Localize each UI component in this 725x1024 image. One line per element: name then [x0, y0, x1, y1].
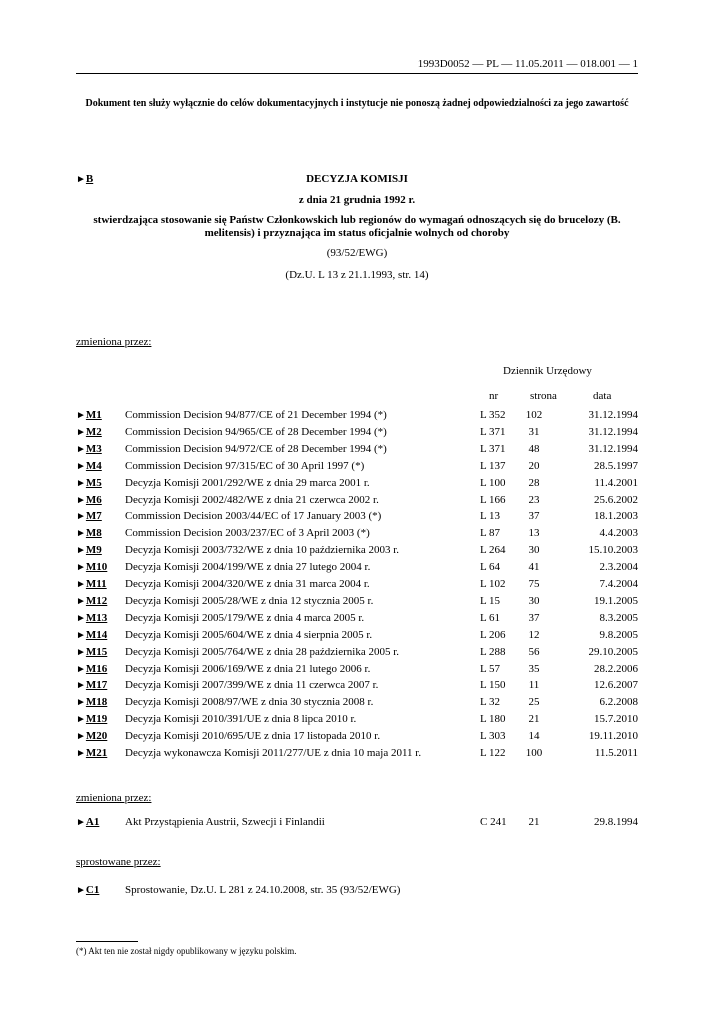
list-item — [76, 544, 638, 561]
amendment-marker[interactable] — [76, 477, 102, 489]
list-item — [76, 612, 638, 629]
journal-date: 29.8.1994 — [594, 816, 638, 828]
list-item — [76, 884, 638, 901]
column-date: data — [593, 390, 612, 402]
marker-arrow-icon: ► — [76, 595, 86, 607]
marker-arrow-icon: ► — [76, 545, 86, 557]
marker-arrow-icon: ► — [76, 174, 86, 185]
column-page: strona — [530, 390, 557, 402]
journal-page: 56 — [528, 645, 540, 658]
journal-number: L 166 — [480, 493, 506, 506]
list-item — [76, 747, 638, 764]
journal-number: L 57 — [480, 662, 501, 675]
amendment-description: Commission Decision 97/315/EC of 30 April 1997 (*) — [125, 459, 365, 472]
list-item — [76, 679, 638, 696]
amendment-description: Commission Decision 2003/237/EC of 3 April 2003 (*) — [125, 527, 370, 540]
list-item — [76, 460, 638, 477]
marker-code: C1 — [85, 884, 100, 896]
marker-arrow-icon: ► — [76, 562, 86, 574]
amendment-marker[interactable] — [76, 561, 107, 573]
journal-date: 29.10.2005 — [588, 645, 638, 658]
marker-arrow-icon: ► — [76, 748, 86, 759]
amendment-marker[interactable] — [76, 679, 107, 691]
amendment-description: Decyzja Komisji 2007/399/WE z dnia 11 czerwca 2007 r. — [125, 679, 379, 692]
journal-date: 6.2.2008 — [599, 696, 638, 709]
amendment-marker[interactable] — [76, 578, 107, 590]
marker-code: M20 — [85, 730, 108, 743]
marker-arrow-icon: ► — [76, 528, 86, 540]
list-item — [76, 713, 638, 730]
marker-code: M7 — [85, 510, 102, 523]
amendment-marker[interactable] — [76, 494, 102, 506]
journal-number: L 180 — [480, 713, 506, 726]
footnote-text: (*) Akt ten nie został nigdy opublikowany w języku polskim. — [76, 946, 297, 956]
marker-arrow-icon: ► — [76, 511, 86, 523]
journal-page: 14 — [528, 730, 540, 743]
journal-date: 31.12.1994 — [588, 425, 638, 438]
journal-page: 31 — [528, 425, 540, 438]
journal-page: 12 — [528, 628, 540, 641]
amendment-marker[interactable] — [76, 595, 107, 607]
marker-arrow-icon: ► — [76, 612, 86, 624]
journal-number: L 264 — [480, 544, 506, 557]
journal-number: L 371 — [480, 442, 506, 455]
amendment-marker[interactable] — [76, 713, 107, 725]
journal-date: 18.1.2003 — [594, 510, 638, 523]
decision-title: DECYZJA KOMISJI — [306, 173, 408, 185]
journal-number: C 241 — [480, 816, 507, 828]
amendment-marker[interactable] — [76, 629, 107, 641]
list-item — [76, 527, 638, 544]
footnote-divider — [76, 941, 138, 942]
marker-code: M18 — [85, 696, 108, 709]
amendment-description: Decyzja wykonawcza Komisji 2011/277/UE z dnia 10 maja 2011 r. — [125, 747, 422, 759]
journal-page: 21 — [528, 816, 540, 828]
journal-page: 102 — [525, 409, 543, 421]
marker-code: M17 — [85, 679, 108, 692]
journal-number: L 15 — [480, 594, 501, 607]
amendment-marker[interactable] — [76, 612, 107, 624]
marker-arrow-icon: ► — [76, 629, 86, 641]
list-item — [76, 443, 638, 460]
marker-arrow-icon: ► — [76, 460, 86, 472]
list-item — [76, 730, 638, 747]
marker-code: M19 — [85, 713, 108, 726]
amendment-marker[interactable] — [76, 527, 102, 539]
journal-page: 13 — [528, 527, 540, 540]
amendment-description: Decyzja Komisji 2005/764/WE z dnia 28 października 2005 r. — [125, 645, 400, 658]
journal-date: 2.3.2004 — [599, 561, 638, 574]
journal-date: 15.10.2003 — [588, 544, 638, 557]
marker-code: M12 — [85, 594, 108, 607]
decision-number: (93/52/EWG) — [326, 247, 388, 259]
amendment-description: Sprostowanie, Dz.U. L 281 z 24.10.2008, str. 35 (93/52/EWG) — [125, 884, 401, 896]
amendment-description: Decyzja Komisji 2010/695/UE z dnia 17 listopada 2010 r. — [125, 730, 381, 743]
amendment-marker[interactable] — [76, 460, 102, 472]
amendment-marker[interactable] — [76, 663, 107, 675]
amendment-marker[interactable] — [76, 730, 107, 742]
amendment-description: Decyzja Komisji 2008/97/WE z dnia 30 stycznia 2008 r. — [125, 696, 374, 709]
journal-date: 28.5.1997 — [594, 459, 638, 472]
column-nr: nr — [489, 390, 499, 402]
marker-code: M11 — [85, 578, 107, 590]
journal-date: 4.4.2003 — [599, 527, 638, 540]
marker-arrow-icon: ► — [76, 885, 86, 896]
journal-page: 21 — [528, 713, 540, 726]
marker-arrow-icon: ► — [76, 731, 86, 743]
list-item — [76, 510, 638, 527]
amendment-description: Commission Decision 94/965/CE of 28 December 1994 (*) — [125, 425, 387, 438]
marker-code: M9 — [85, 544, 102, 557]
amendment-description: Akt Przystąpienia Austrii, Szwecji i Finlandii — [125, 816, 325, 828]
journal-number: L 100 — [480, 476, 506, 489]
amendment-description: Decyzja Komisji 2005/28/WE z dnia 12 stycznia 2005 r. — [125, 594, 374, 607]
list-item — [76, 663, 638, 680]
amendment-marker[interactable] — [76, 409, 102, 421]
journal-number: L 32 — [480, 696, 501, 709]
amendment-description: Decyzja Komisji 2002/482/WE z dnia 21 czerwca 2002 r. — [125, 493, 379, 506]
amendment-marker[interactable] — [76, 884, 99, 896]
amendment-marker[interactable] — [76, 696, 107, 708]
marker-code: M2 — [85, 425, 102, 438]
marker-code: A1 — [85, 816, 100, 828]
journal-page: 11 — [528, 679, 540, 692]
list-item — [76, 696, 638, 713]
journal-number: L 61 — [480, 611, 501, 624]
journal-date: 31.12.1994 — [588, 442, 638, 455]
list-item — [76, 561, 638, 578]
marker-arrow-icon: ► — [76, 477, 86, 489]
journal-header: Dziennik Urzędowy — [503, 365, 592, 377]
amendment-marker[interactable] — [76, 510, 102, 522]
marker-arrow-icon: ► — [76, 697, 86, 709]
marker-arrow-icon: ► — [76, 817, 86, 828]
marker-arrow-icon: ► — [76, 680, 86, 692]
marker-arrow-icon: ► — [76, 410, 86, 421]
journal-date: 9.8.2005 — [599, 628, 638, 641]
journal-number: L 137 — [480, 459, 506, 472]
amendment-description: Decyzja Komisji 2001/292/WE z dnia 29 marca 2001 r. — [125, 476, 370, 489]
journal-number: L 150 — [480, 679, 506, 692]
amendment-description: Commission Decision 94/972/CE of 28 December 1994 (*) — [125, 442, 387, 455]
journal-date: 19.1.2005 — [594, 594, 638, 607]
journal-page: 100 — [525, 747, 543, 759]
marker-code: M16 — [85, 662, 108, 675]
list-item — [76, 494, 638, 511]
marker-arrow-icon: ► — [76, 714, 86, 726]
journal-page: 23 — [528, 493, 540, 506]
marker-arrow-icon: ► — [76, 579, 86, 590]
journal-page: 48 — [528, 442, 540, 455]
amended-by-label: zmieniona przez: — [76, 336, 152, 348]
list-item — [76, 477, 638, 494]
journal-page: 35 — [528, 662, 540, 675]
journal-number: L 102 — [480, 578, 506, 590]
journal-date: 15.7.2010 — [594, 713, 638, 726]
journal-date: 7.4.2004 — [599, 578, 638, 590]
list-item — [76, 646, 638, 663]
journal-page: 75 — [528, 578, 540, 590]
journal-date: 25.6.2002 — [594, 493, 638, 506]
marker-code: M14 — [85, 628, 108, 641]
marker-arrow-icon: ► — [76, 426, 86, 438]
amendment-description: Decyzja Komisji 2004/320/WE z dnia 31 marca 2004 r. — [125, 578, 370, 590]
list-item — [76, 578, 638, 595]
journal-number: L 352 — [480, 409, 506, 421]
marker-arrow-icon: ► — [76, 663, 86, 675]
document-reference-header: 1993D0052 — PL — 11.05.2011 — 018.001 — 1 — [76, 58, 638, 74]
list-item — [76, 426, 638, 443]
journal-page: 25 — [528, 696, 540, 709]
journal-date: 31.12.1994 — [588, 409, 638, 421]
marker-code: M4 — [85, 459, 102, 472]
journal-number: L 371 — [480, 425, 506, 438]
marker-arrow-icon: ► — [76, 494, 86, 506]
disclaimer-text: Dokument ten służy wyłącznie do celów dokumentacyjnych i instytucje nie ponoszą żadnej odpowiedzialności za jego zawartość — [85, 98, 629, 109]
list-item — [76, 595, 638, 612]
marker-arrow-icon: ► — [76, 443, 86, 455]
journal-page: 30 — [528, 594, 540, 607]
corrected-by-label: sprostowane przez: — [76, 856, 161, 868]
marker-code: M15 — [85, 645, 108, 658]
marker-code: M6 — [85, 493, 102, 506]
marker-code: M1 — [85, 409, 102, 421]
marker-arrow-icon: ► — [76, 646, 86, 658]
journal-date: 12.6.2007 — [594, 679, 638, 692]
journal-date: 19.11.2010 — [588, 730, 638, 743]
amendment-marker[interactable] — [76, 646, 107, 658]
list-item — [76, 629, 638, 646]
journal-number: L 288 — [480, 645, 506, 658]
journal-page: 20 — [528, 459, 540, 472]
journal-number: L 122 — [480, 747, 506, 759]
amended-by-act-label: zmieniona przez: — [76, 792, 152, 804]
marker-code: M13 — [85, 611, 108, 624]
journal-date: 11.5.2011 — [594, 747, 638, 759]
amendment-marker[interactable] — [76, 544, 102, 556]
marker-code: B — [85, 173, 94, 185]
list-item — [76, 409, 638, 426]
marker-code: M5 — [85, 476, 102, 489]
journal-number: L 13 — [480, 510, 501, 523]
amendment-description: Decyzja Komisji 2005/179/WE z dnia 4 marca 2005 r. — [125, 611, 365, 624]
amendment-description: Decyzja Komisji 2006/169/WE z dnia 21 lutego 2006 r. — [125, 662, 371, 675]
amendment-description: Commission Decision 2003/44/EC of 17 January 2003 (*) — [125, 510, 382, 523]
journal-reference: (Dz.U. L 13 z 21.1.1993, str. 14) — [285, 269, 429, 281]
journal-page: 37 — [528, 510, 540, 523]
marker-code: M10 — [85, 561, 108, 574]
list-item — [76, 816, 638, 833]
amendment-marker[interactable] — [76, 747, 107, 759]
journal-number: L 87 — [480, 527, 501, 540]
journal-date: 11.4.2001 — [594, 476, 638, 489]
amendment-marker[interactable] — [76, 426, 102, 438]
amendment-marker[interactable] — [76, 816, 99, 828]
journal-page: 37 — [528, 611, 540, 624]
marker-code: M3 — [85, 442, 102, 455]
amendment-description: Decyzja Komisji 2005/604/WE z dnia 4 sierpnia 2005 r. — [125, 628, 373, 641]
amendment-description: Commission Decision 94/877/CE of 21 December 1994 (*) — [125, 409, 387, 421]
journal-page: 30 — [528, 544, 540, 557]
journal-date: 8.3.2005 — [599, 611, 638, 624]
journal-number: L 64 — [480, 561, 501, 574]
journal-page: 41 — [528, 561, 540, 574]
amendment-description: Decyzja Komisji 2010/391/UE z dnia 8 lipca 2010 r. — [125, 713, 357, 726]
marker-code: M21 — [85, 747, 108, 759]
journal-date: 28.2.2006 — [594, 662, 638, 675]
marker-code: M8 — [85, 527, 102, 540]
journal-page: 28 — [528, 476, 540, 489]
decision-description: stwierdzająca stosowanie się Państw Członkowskich lub regionów do wymagań odnoszących się do brucelozy (B. melitensis) i przyznająca im status oficjalnie wolnych od choroby — [93, 214, 621, 239]
journal-number: L 206 — [480, 628, 506, 641]
amendment-description: Decyzja Komisji 2003/732/WE z dnia 10 października 2003 r. — [125, 544, 400, 557]
decision-date: z dnia 21 grudnia 1992 r. — [298, 194, 416, 206]
amendment-marker[interactable] — [76, 443, 102, 455]
amendment-description: Decyzja Komisji 2004/199/WE z dnia 27 lutego 2004 r. — [125, 561, 371, 574]
journal-number: L 303 — [480, 730, 506, 743]
